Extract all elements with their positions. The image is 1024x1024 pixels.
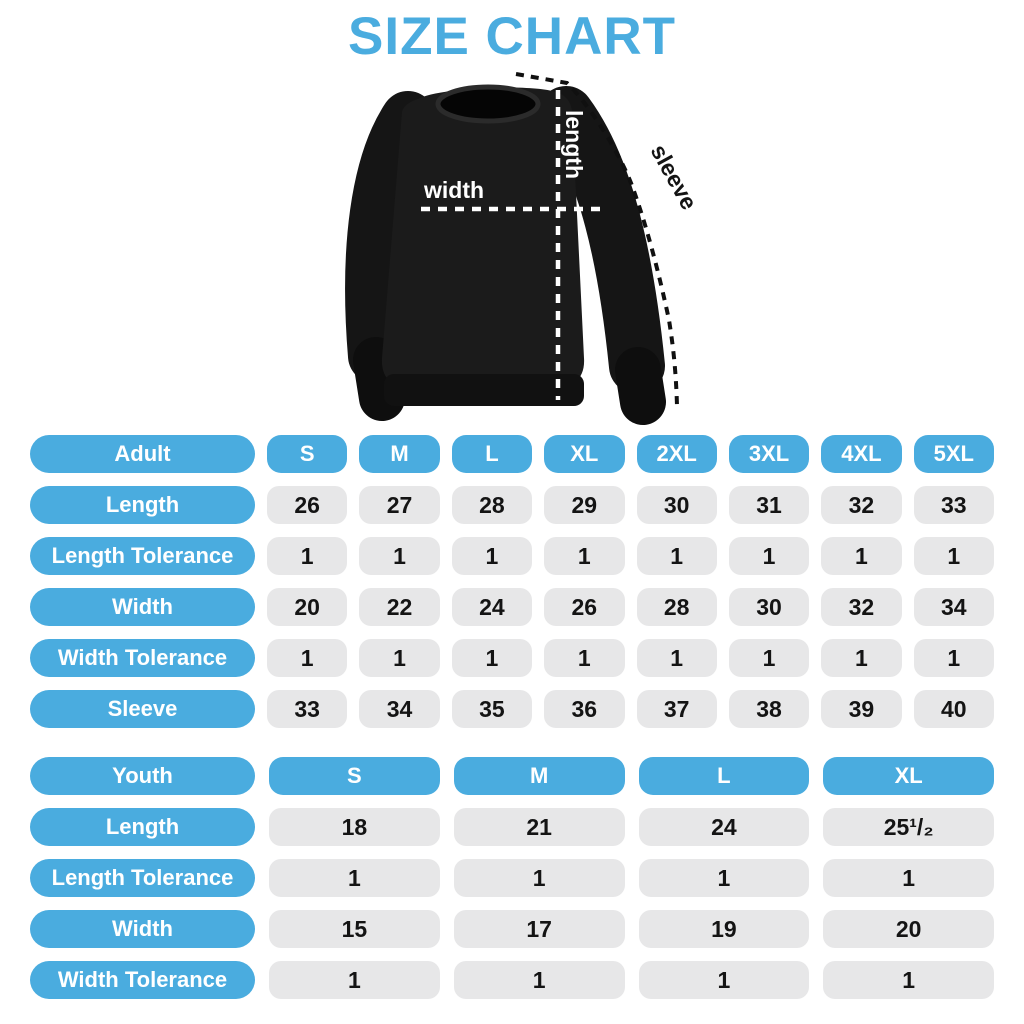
value-cell: 1: [544, 537, 624, 575]
youth-size-table: [30, 757, 994, 999]
value-cell: 21: [454, 808, 625, 846]
value-cell: 26: [267, 486, 347, 524]
value-cell: 32: [821, 486, 901, 524]
value-cell: 31: [729, 486, 809, 524]
value-cell: 34: [359, 690, 439, 728]
row-label: Sleeve: [30, 690, 255, 728]
value-cell: 28: [452, 486, 532, 524]
value-cell: 1: [914, 639, 994, 677]
adult-size-header: L: [452, 435, 532, 473]
page-title: SIZE CHART: [348, 7, 676, 66]
sleeve-label: sleeve: [645, 139, 703, 214]
value-cell: 1: [637, 639, 717, 677]
value-cell: 27: [359, 486, 439, 524]
adult-size-header: 5XL: [914, 435, 994, 473]
value-cell: 1: [359, 537, 439, 575]
value-cell: 1: [821, 537, 901, 575]
youth-size-header: M: [454, 757, 625, 795]
right-cuff: [638, 370, 643, 402]
value-cell: 1: [452, 639, 532, 677]
value-cell: 30: [729, 588, 809, 626]
sweatshirt-diagram: [320, 68, 720, 430]
value-cell: 24: [639, 808, 810, 846]
value-cell: 35: [452, 690, 532, 728]
value-cell: 26: [544, 588, 624, 626]
value-cell: 33: [267, 690, 347, 728]
row-label: Length Tolerance: [30, 537, 255, 575]
adult-size-header: S: [267, 435, 347, 473]
adult-size-header: 3XL: [729, 435, 809, 473]
row-label: Length: [30, 486, 255, 524]
value-cell: 1: [269, 859, 440, 897]
length-label: length: [561, 110, 587, 179]
value-cell: 36: [544, 690, 624, 728]
value-cell: 19: [639, 910, 810, 948]
value-cell: 1: [729, 537, 809, 575]
value-cell: 30: [637, 486, 717, 524]
value-cell: 22: [359, 588, 439, 626]
value-cell: 1: [544, 639, 624, 677]
value-cell: 1: [269, 961, 440, 999]
row-label: Length: [30, 808, 255, 846]
row-label: Width Tolerance: [30, 639, 255, 677]
width-label: width: [424, 177, 485, 203]
hem-band: [384, 374, 584, 406]
value-cell: 24: [452, 588, 532, 626]
youth-table-header: Youth: [30, 757, 255, 795]
value-cell: 17: [454, 910, 625, 948]
value-cell: 37: [637, 690, 717, 728]
value-cell: 20: [267, 588, 347, 626]
youth-size-header: L: [639, 757, 810, 795]
row-label: Width Tolerance: [30, 961, 255, 999]
body-shape: [382, 87, 584, 386]
value-cell: 1: [637, 537, 717, 575]
collar: [438, 87, 538, 121]
value-cell: 1: [914, 537, 994, 575]
value-cell: 1: [821, 639, 901, 677]
adult-size-table: [30, 435, 994, 728]
value-cell: 25¹/₂: [823, 808, 994, 846]
value-cell: 39: [821, 690, 901, 728]
adult-table-header: Adult: [30, 435, 255, 473]
value-cell: 18: [269, 808, 440, 846]
value-cell: 38: [729, 690, 809, 728]
adult-size-header: 4XL: [821, 435, 901, 473]
value-cell: 1: [639, 859, 810, 897]
value-cell: 28: [637, 588, 717, 626]
value-cell: 34: [914, 588, 994, 626]
value-cell: 15: [269, 910, 440, 948]
value-cell: 1: [729, 639, 809, 677]
youth-size-header: S: [269, 757, 440, 795]
value-cell: 33: [914, 486, 994, 524]
value-cell: 1: [359, 639, 439, 677]
left-cuff: [376, 360, 382, 398]
value-cell: 1: [267, 537, 347, 575]
value-cell: 1: [454, 961, 625, 999]
value-cell: 1: [267, 639, 347, 677]
adult-size-header: M: [359, 435, 439, 473]
value-cell: 40: [914, 690, 994, 728]
row-label: Length Tolerance: [30, 859, 255, 897]
youth-size-header: XL: [823, 757, 994, 795]
adult-size-header: 2XL: [637, 435, 717, 473]
value-cell: 1: [454, 859, 625, 897]
value-cell: 1: [639, 961, 810, 999]
row-label: Width: [30, 588, 255, 626]
value-cell: 29: [544, 486, 624, 524]
value-cell: 32: [821, 588, 901, 626]
row-label: Width: [30, 910, 255, 948]
value-cell: 1: [823, 859, 994, 897]
value-cell: 20: [823, 910, 994, 948]
adult-size-header: XL: [544, 435, 624, 473]
value-cell: 1: [823, 961, 994, 999]
value-cell: 1: [452, 537, 532, 575]
